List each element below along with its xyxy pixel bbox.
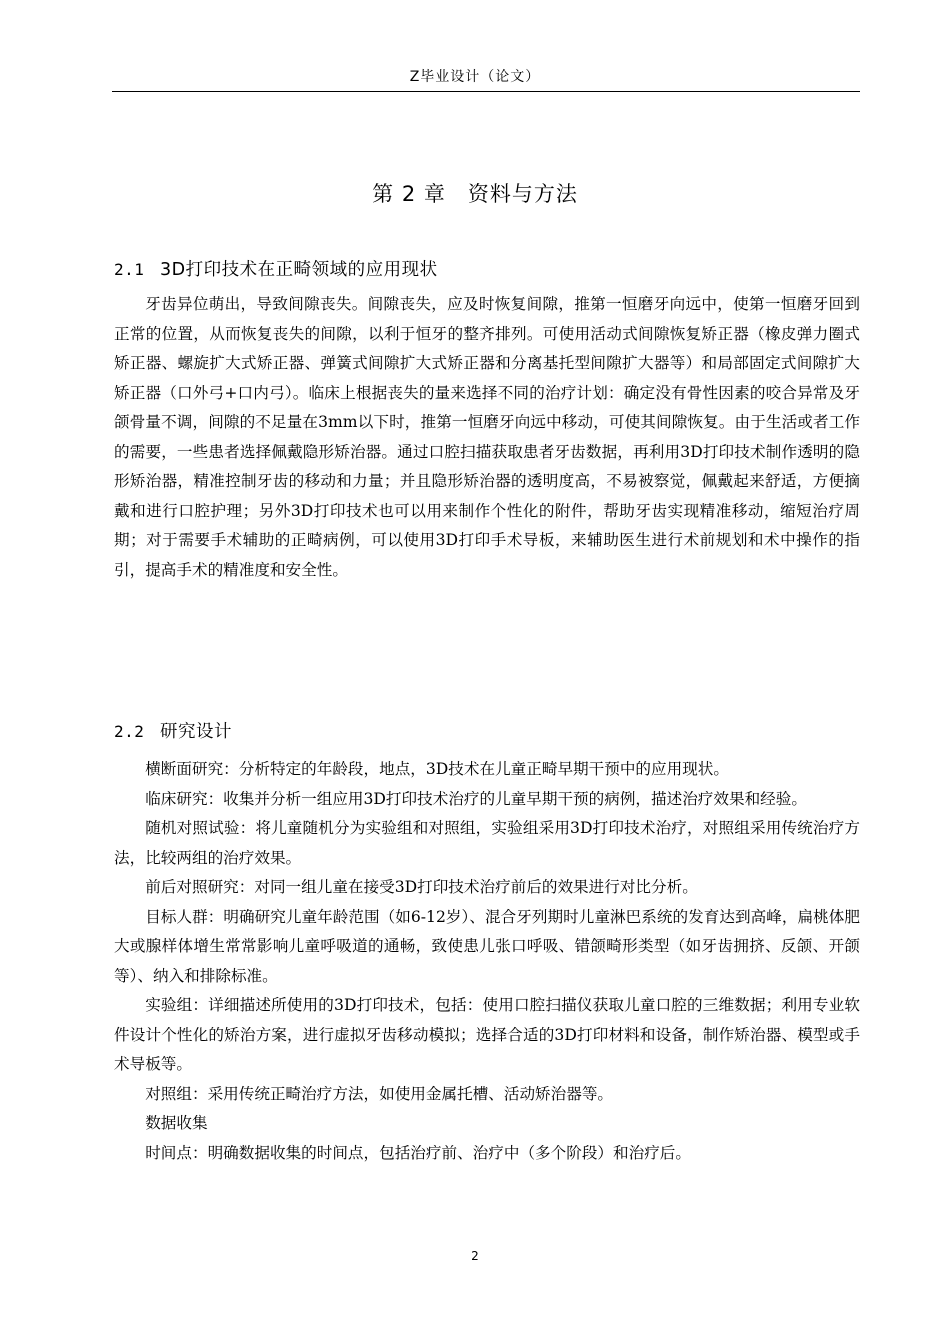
body-paragraph: 前后对照研究：对同一组儿童在接受3D打印技术治疗前后的效果进行对比分析。 — [145, 878, 698, 896]
section-heading-2-1 — [114, 256, 438, 281]
section-heading-2-2 — [114, 718, 232, 743]
body-paragraph: 随机对照试验：将儿童随机分为实验组和对照组，实验组采用3D打印技术治疗，对照组采用传统治疗方法，比较两组的治疗效果。 — [114, 819, 860, 867]
page-number: 2 — [471, 1249, 479, 1263]
chapter-title: 第 2 章 资料与方法 — [372, 182, 578, 206]
running-header: Z毕业设计（论文） — [409, 69, 541, 85]
body-paragraph: 对照组：采用传统正畸治疗方法，如使用金属托槽、活动矫治器等。 — [145, 1084, 614, 1103]
section-body-2-1 — [114, 290, 860, 585]
section-body-2-2 — [114, 755, 860, 1168]
body-paragraph: 临床研究：收集并分析一组应用3D打印技术治疗的儿童早期干预的病例，描述治疗效果和经验。 — [145, 789, 807, 808]
body-paragraph: 实验组：详细描述所使用的3D打印技术，包括：使用口腔扫描仪获取儿童口腔的三维数据；利用专业软件设计个性化的矫治方案，进行虚拟牙齿移动模拟；选择合适的3D打印材料和设备，制作矫治器、模型或手术导板等。 — [114, 996, 860, 1073]
section-number: 2.1 — [114, 260, 145, 279]
body-paragraph: 牙齿异位萌出，导致间隙丧失。间隙丧失，应及时恢复间隙，推第一恒磨牙向远中，使第一恒磨牙回到正常的位置，从而恢复丧失的间隙，以利于恒牙的整齐排列。可使用活动式间隙恢复矫正器（橡皮弹力圈式矫正器、螺旋扩大式矫正器、弹簧式间隙扩大式矫正器和分离基托型间隙扩大器等）和局部固定式间隙扩大矫正器（口外弓+口内弓）。临床上根据丧失的量来选择不同的治疗计划：确定没有骨性因素的咬合异常及牙颌骨量不调，间隙的不足量在3mm以下时，推第一恒磨牙向远中移动，可使其间隙恢复。由于生活或者工作的需要，一些患者选择佩戴隐形矫治器。通过口腔扫描获取患者牙齿数据，再利用3D打印技术制作透明的隐形矫治器，精准控制牙齿的移动和力量；并且隐形矫治器的透明度高，不易被察觉，佩戴起来舒适，方便摘戴和进行口腔护理；另外3D打印技术也可以用来制作个性化的附件，帮助牙齿实现精准移动，缩短治疗周期；对于需要手术辅助的正畸病例，可以使用3D打印手术导板，来辅助医生进行术前规划和术中操作的指引，提高手术的精准度和安全性。 — [114, 295, 860, 579]
header-rule — [112, 91, 860, 92]
body-paragraph: 横断面研究：分析特定的年龄段，地点，3D技术在儿童正畸早期干预中的应用现状。 — [145, 760, 729, 778]
body-paragraph: 目标人群：明确研究儿童年龄范围（如6-12岁）、混合牙列期时儿童淋巴系统的发育达到高峰，扁桃体肥大或腺样体增生常常影响儿童呼吸道的通畅，致使患儿张口呼吸、错颌畸形类型（如牙齿拥挤、反颌、开颌等）、纳入和排除标准。 — [114, 907, 860, 985]
section-number: 2.2 — [114, 722, 145, 741]
section-title: 3D打印技术在正畸领域的应用现状 — [160, 260, 438, 280]
body-paragraph: 数据收集 — [145, 1114, 208, 1132]
body-paragraph: 时间点：明确数据收集的时间点，包括治疗前、治疗中（多个阶段）和治疗后。 — [145, 1143, 691, 1162]
section-title: 研究设计 — [160, 722, 232, 742]
